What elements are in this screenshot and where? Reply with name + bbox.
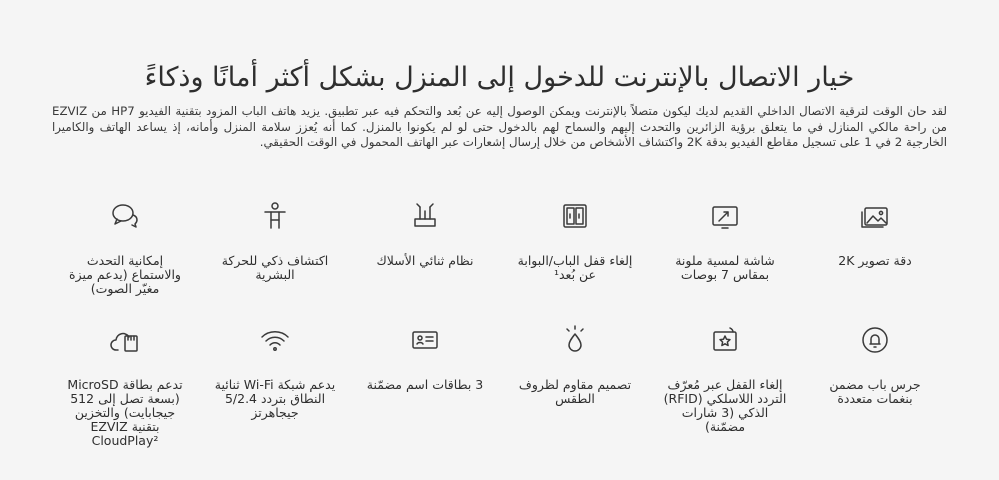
feature-item (650, 196, 800, 320)
cloud-sd-icon (105, 320, 145, 360)
feature-item (800, 320, 950, 450)
feature-label: تصميم مقاوم لظروف الطقس (518, 377, 632, 406)
feature-label: جرس باب مضمن بنغمات متعددة (829, 377, 921, 406)
touch-screen-icon (705, 196, 745, 236)
feature-label: إمكانية التحدث والاستماع (يدعم ميزة مغيّر الصوت) (69, 253, 181, 296)
feature-label: يدعم شبكة Wi-Fi ثنائية النطاق بتردد 5/2.4 جيجاهرتز (214, 377, 336, 420)
wifi-icon (255, 320, 295, 360)
name-card-icon (405, 320, 445, 360)
chat-bubbles-icon (105, 196, 145, 236)
feature-item (500, 196, 650, 320)
feature-item (800, 196, 950, 320)
door-lock-icon (555, 196, 595, 236)
feature-label: شاشة لمسية ملونة بمقاس 7 بوصات (675, 253, 775, 282)
section-title: خيار الاتصال بالإنترنت للدخول إلى المنزل بشكل أكثر أمانًا وذكاءً (144, 62, 855, 94)
features-grid (50, 196, 950, 450)
feature-item (50, 196, 200, 320)
two-wire-icon (405, 196, 445, 236)
feature-label: دقة تصوير 2K (838, 253, 912, 268)
feature-label: اكتشاف ذكي للحركة البشرية (221, 253, 329, 282)
description-text: لقد حان الوقت لترقية الاتصال الداخلي القديم لديك ليكون متصلاً بالإنترنت ويمكن الوصول إليه عن بُعد والتحكم فيه عبر تطبيق. يزيد هاتف الباب المزود بتقنية الفيديو HP7 من EZVIZ من راحة مالكي المنازل في ما يتعلق برؤية الزائرين والتحدث إليهم والسماح لهم بالدخول حتى لو لم يكونوا بالمنزل. كما أنه يُعزز سلامة المنزل وأمانه، إذ يساعد الهاتف والكاميرا الخارجية 2 في 1 على تسجيل مقاطع الفيديو بدقة 2K واكتشاف الأشخاص من خلال إرسال إشعارات عبر الهاتف المحمول في الوقت الحقيقي. (52, 104, 947, 149)
bell-icon (855, 320, 895, 360)
feature-label: تدعم بطاقة MicroSD (بسعة تصل إلى 512 جيجابايت) والتخزين بتقنية EZVIZ CloudPlay² (67, 377, 183, 448)
feature-item (50, 320, 200, 450)
feature-label: إلغاء القفل عبر مُعرّف التردد اللاسلكي (RFID) الذكي (3 شارات مضمّنة) (663, 377, 787, 434)
feature-item (200, 320, 350, 450)
weather-drop-icon (555, 320, 595, 360)
feature-label: نظام ثنائي الأسلاك (376, 253, 474, 268)
rfid-card-icon (705, 320, 745, 360)
feature-item (650, 320, 800, 450)
feature-item (350, 320, 500, 450)
feature-label: 3 بطاقات اسم مضمّنة (366, 377, 484, 392)
feature-item (500, 320, 650, 450)
feature-label: إلغاء قفل الباب/البوابة عن بُعد¹ (517, 253, 633, 282)
human-detection-icon (255, 196, 295, 236)
section-description (52, 104, 947, 151)
feature-item (350, 196, 500, 320)
feature-item (200, 196, 350, 320)
photo-gallery-icon (855, 196, 895, 236)
